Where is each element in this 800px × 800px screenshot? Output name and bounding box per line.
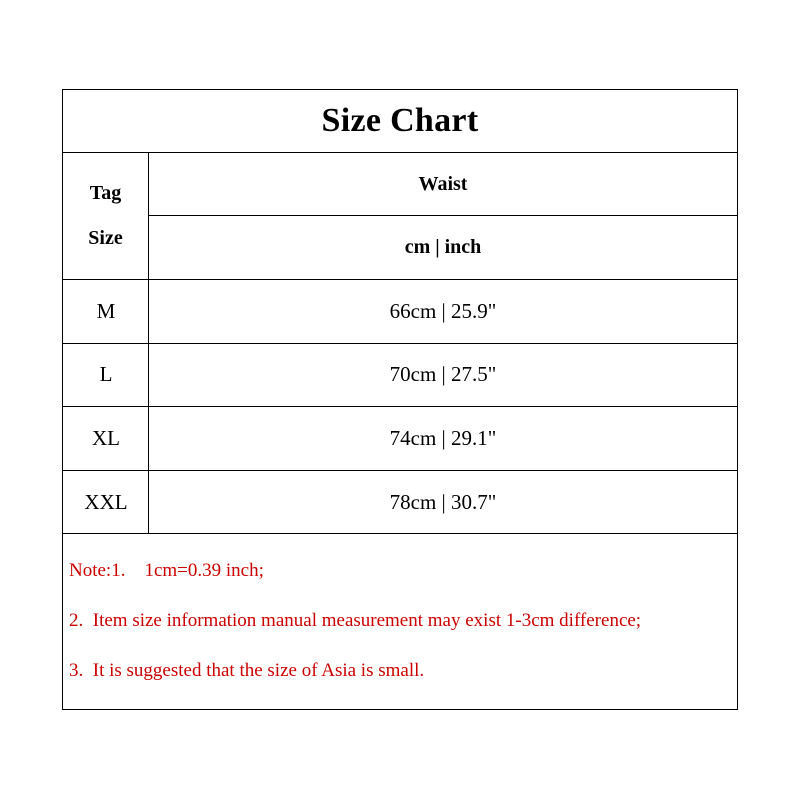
unit-header-label: cm | inch: [404, 236, 482, 258]
size-cell: XXL: [84, 489, 128, 514]
tag-header-line1: Tag: [89, 182, 122, 204]
note-line-3: 3. It is suggested that the size of Asia is small.: [69, 660, 425, 681]
waist-header-label: Waist: [418, 172, 468, 195]
waist-cell: 70cm | 27.5": [389, 362, 497, 387]
note-line-2: 2. Item size information manual measurement may exist 1-3cm difference;: [69, 610, 642, 631]
title-row: [63, 90, 737, 153]
table-row: [63, 471, 737, 535]
size-grid: [63, 153, 737, 534]
table-row: [63, 344, 737, 408]
size-cell: M: [96, 298, 116, 323]
tag-header-line2: Size: [88, 227, 123, 249]
waist-cell: 74cm | 29.1": [389, 425, 497, 450]
waist-cell: 78cm | 30.7": [389, 489, 497, 514]
notes-section: [63, 534, 737, 711]
waist-cell: 66cm | 25.9": [389, 298, 497, 323]
size-cell: XL: [92, 425, 120, 450]
note-line-1: Note:1. 1cm=0.39 inch;: [69, 560, 264, 581]
chart-title: Size Chart: [321, 102, 479, 139]
unit-header: [149, 216, 737, 280]
waist-header: [149, 153, 737, 216]
size-cell: L: [99, 362, 113, 387]
table-row: [63, 407, 737, 471]
table-row: [63, 280, 737, 344]
tag-size-header: [63, 153, 148, 280]
size-chart-table: [62, 89, 738, 710]
